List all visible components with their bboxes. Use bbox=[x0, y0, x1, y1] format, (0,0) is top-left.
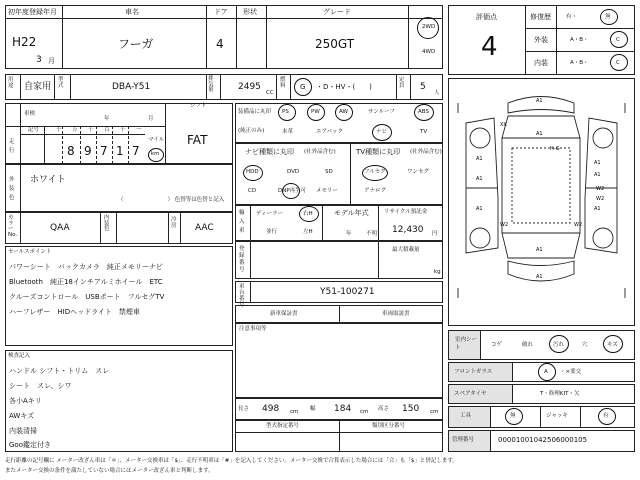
mileage-label: 走行 bbox=[9, 139, 15, 154]
mark-center: H-G bbox=[550, 146, 560, 152]
navi-dvd: DVD bbox=[287, 169, 300, 175]
model-year-unit: 年 bbox=[346, 231, 352, 237]
car-name: フーガ bbox=[118, 37, 154, 51]
mark-left: A1 bbox=[476, 206, 483, 212]
navi-memory: メモリー bbox=[316, 188, 339, 194]
shift-label: シフト bbox=[190, 103, 207, 109]
tools-label: 工具 bbox=[460, 413, 472, 419]
height-value: 150 bbox=[402, 404, 420, 414]
exterior-color-block bbox=[5, 164, 233, 212]
place-header: 千 bbox=[88, 127, 94, 133]
equipment-label: 装備品に丸印 bbox=[238, 109, 272, 115]
usage-value: 自家用 bbox=[24, 82, 52, 92]
place-header: 万 bbox=[72, 127, 78, 133]
max-load-label: 最大積載量 bbox=[392, 247, 420, 253]
length-unit: cm bbox=[290, 409, 299, 415]
registration-label: 登録番号 bbox=[239, 246, 245, 273]
chassis-label: 車台番号 bbox=[239, 284, 245, 308]
mark-bottom: A1 bbox=[536, 274, 543, 280]
grade-label: グレード bbox=[323, 8, 351, 16]
usage-label: 用途 bbox=[8, 77, 14, 89]
first-registration-month: 3 bbox=[36, 55, 42, 65]
interior-grade-label: 内装 bbox=[534, 59, 548, 67]
first-registration-label: 初年度登録年月 bbox=[8, 8, 57, 16]
interior-grade-options: A・B・ bbox=[570, 60, 589, 66]
tv-analog: アナログ bbox=[364, 188, 387, 194]
repair-history-label: 修復歴 bbox=[530, 13, 551, 21]
mark-right: A1 bbox=[594, 172, 601, 178]
mark-bottom: A1 bbox=[536, 247, 543, 253]
color-no-label: カラーNo. bbox=[8, 215, 18, 238]
warranty-label: 新車保証書 bbox=[270, 311, 298, 317]
capacity-label: 定員 bbox=[399, 77, 405, 89]
doors-value: 4 bbox=[216, 37, 224, 51]
equip-tv: TV bbox=[420, 129, 428, 135]
km-unit: km bbox=[151, 151, 160, 157]
mileage-digit: 7 bbox=[132, 144, 140, 158]
repair-options: 有・ bbox=[566, 14, 578, 20]
first-registration-year: H22 bbox=[12, 35, 37, 49]
inspector-note-line: ハンドル シフト・トリム スレ bbox=[9, 367, 110, 375]
chassis-value: Y51-100271 bbox=[320, 287, 375, 297]
notes-label: 注意事項等 bbox=[239, 326, 267, 332]
navi-dnp: DNP再生可 bbox=[278, 188, 307, 194]
seat-tear: 破れ bbox=[522, 342, 534, 348]
car-body-diagram bbox=[448, 78, 635, 326]
place-header: 一 bbox=[136, 127, 142, 133]
interior-color-label: 内装色 bbox=[104, 215, 110, 232]
persons-unit: 人 bbox=[434, 90, 440, 96]
inspector-note-line: 各小Aキリ bbox=[9, 397, 42, 405]
recycle-label: リサイクル預託金 bbox=[384, 209, 428, 215]
inspection-month-unit: 月 bbox=[148, 116, 154, 122]
equip-aw: AW bbox=[339, 109, 348, 115]
place-header: 十 bbox=[120, 127, 126, 133]
inspector-note-line: Goo鑑定付き bbox=[9, 441, 51, 449]
inspector-note-line: AWキズ bbox=[9, 412, 35, 420]
height-label: 高さ bbox=[378, 406, 390, 412]
yen-unit: 円 bbox=[432, 231, 438, 237]
ac-label: 冷房 bbox=[171, 217, 177, 229]
class-no-label: 類別区分番号 bbox=[372, 423, 406, 429]
tools-value: 無 bbox=[510, 413, 516, 419]
inspector-note-line: 内装清掃 bbox=[9, 427, 37, 435]
spare-options: T・修理KIT・欠 bbox=[540, 391, 580, 397]
seat-stain: 汚れ bbox=[553, 342, 565, 348]
kg-unit: kg bbox=[434, 269, 441, 275]
tv-sub: (社外品含む) bbox=[410, 149, 442, 155]
place-header: 百 bbox=[104, 127, 110, 133]
ac-value: AAC bbox=[195, 223, 214, 233]
type-no-label: 型式指定番号 bbox=[266, 423, 300, 429]
car-name-label: 車名 bbox=[125, 8, 139, 16]
navi-label: ナビ種類に丸印 bbox=[245, 148, 294, 156]
inspection-label: 車検 bbox=[24, 111, 36, 117]
mileage-digit: 9 bbox=[84, 144, 92, 158]
mileage-digit: 8 bbox=[67, 144, 75, 158]
manual-label: 車両取説書 bbox=[382, 311, 410, 317]
sales-point-line: ハーフレザー HIDヘッドライト 禁煙車 bbox=[9, 308, 140, 316]
sales-point-line: パワーシート バックカメラ 純正メモリーナビ bbox=[9, 263, 163, 271]
navi-sd: SD bbox=[325, 169, 333, 175]
mark-right: W2 bbox=[574, 222, 583, 228]
tv-fullseg: フルセグ bbox=[364, 169, 386, 175]
spare-label: スペアタイヤ bbox=[454, 391, 487, 397]
equip-leather: 本革 bbox=[282, 129, 294, 135]
doors-label: ドア bbox=[214, 8, 228, 16]
model-year-label: モデル年式 bbox=[334, 209, 369, 217]
management-label: 管理番号 bbox=[452, 437, 475, 443]
equip-sunroof: サンルーフ bbox=[368, 109, 395, 115]
jack-label: ジャッキ bbox=[546, 413, 568, 419]
recycle-value: 12,430 bbox=[392, 225, 424, 235]
import-left-h: 左H bbox=[303, 229, 313, 235]
drive-2wd: 2WD bbox=[422, 24, 436, 30]
sales-point-line: Bluetooth 純正18インチアルミホイール ETC bbox=[9, 278, 163, 286]
color-no-value: QAA bbox=[50, 223, 70, 233]
footer-note-2: またメーター交換の条件を満たしていない場合にはメーター改ざん車と判断します。 bbox=[5, 468, 214, 474]
repair-none: 無 bbox=[605, 14, 611, 20]
mark-right: A1 bbox=[594, 160, 601, 166]
month-unit: 月 bbox=[48, 57, 55, 65]
length-label: 長さ bbox=[238, 406, 250, 412]
cc-unit: CC bbox=[266, 90, 274, 96]
import-right-h: 右H bbox=[303, 211, 313, 217]
displacement-label: 排気量 bbox=[208, 76, 214, 93]
mark-right: W2 bbox=[596, 196, 605, 202]
mark-right: A1 bbox=[594, 206, 601, 212]
equip-airbag: エアバック bbox=[316, 129, 344, 135]
mile-unit: マイル bbox=[148, 137, 165, 143]
model-year-value: 不明 bbox=[366, 231, 378, 237]
mileage-digit: 7 bbox=[100, 144, 108, 158]
mark-top-hood: A1 bbox=[536, 131, 543, 137]
height-unit: cm bbox=[430, 409, 439, 415]
management-number: 0000100104250600010​5 bbox=[498, 436, 588, 444]
fuel-options: ・D・HV・( ) bbox=[316, 83, 372, 91]
sales-point-line: クルーズコントロール USBポート フルセグTV bbox=[9, 293, 165, 301]
seat-label: 室内シート bbox=[455, 337, 478, 351]
score-label: 評価点 bbox=[476, 13, 497, 21]
capacity-value: 5 bbox=[420, 82, 426, 92]
tv-oneseg: ワンセグ bbox=[407, 169, 430, 175]
model-value: DBA-Y51 bbox=[112, 82, 151, 92]
navi-sub: (社外品含む) bbox=[304, 149, 336, 155]
exterior-color-label: 外装色 bbox=[9, 177, 15, 201]
inspection-year-unit: 年 bbox=[104, 116, 110, 122]
place-header: 記号 bbox=[28, 127, 40, 133]
width-unit: cm bbox=[360, 409, 369, 415]
exterior-grade-label: 外装 bbox=[534, 36, 548, 44]
seat-scratch: キズ bbox=[607, 342, 618, 348]
mileage-digit: 1 bbox=[116, 144, 124, 158]
equip-ps: PS bbox=[282, 109, 289, 115]
shift-value: FAT bbox=[187, 133, 208, 147]
mark-left: W2 bbox=[500, 222, 509, 228]
exterior-color-value: ホワイト bbox=[30, 175, 66, 185]
displacement-value: 2495 bbox=[238, 82, 261, 92]
notes-block bbox=[235, 323, 443, 398]
navi-hdd: HDD bbox=[246, 169, 259, 175]
width-label: 幅 bbox=[310, 406, 316, 412]
jack-value: 有 bbox=[603, 413, 609, 419]
exterior-grade-value: C bbox=[616, 37, 620, 43]
exterior-grade-options: A・B・ bbox=[570, 37, 589, 43]
seat-hole: 穴 bbox=[582, 342, 588, 348]
shape-label: 形状 bbox=[243, 8, 257, 16]
mark-left: A1 bbox=[476, 156, 483, 162]
length-value: 498 bbox=[262, 404, 280, 414]
fuel-g: G bbox=[300, 83, 306, 91]
import-dealer: ディーラー bbox=[256, 211, 284, 217]
inspector-notes-label: 検査記入 bbox=[8, 353, 31, 359]
mark-left: A1 bbox=[476, 176, 483, 182]
glass-a: A bbox=[544, 369, 548, 375]
mark-left: XX bbox=[500, 122, 507, 128]
width-value: 184 bbox=[334, 404, 352, 414]
equip-pw: PW bbox=[311, 109, 320, 115]
fuel-label: 燃料 bbox=[280, 77, 286, 89]
tv-label: TV種類に丸印 bbox=[356, 148, 401, 156]
place-header: 十 bbox=[56, 127, 62, 133]
seat-burn: コゲ bbox=[491, 342, 503, 348]
glass-label: フロントガラス bbox=[454, 369, 493, 375]
grade-value: 250GT bbox=[315, 37, 355, 51]
model-label: 型式 bbox=[58, 77, 64, 89]
import-label: 輸入車 bbox=[239, 210, 245, 234]
drive-4wd: 4WD bbox=[422, 49, 436, 55]
equipment-sub: (純正のみ) bbox=[238, 128, 265, 134]
score-value: 4 bbox=[481, 32, 498, 62]
import-parallel: 並行 bbox=[266, 229, 278, 235]
glass-options: ・×要交 bbox=[560, 369, 582, 375]
exterior-color-note: （ ） 色替等は色替と記入 bbox=[118, 197, 225, 203]
navi-cd: CD bbox=[248, 188, 257, 194]
equip-navi: ナビ bbox=[376, 129, 388, 135]
interior-grade-value: C bbox=[616, 60, 620, 66]
equip-abs: ABS bbox=[418, 109, 429, 115]
mark-top-front: A1 bbox=[536, 98, 543, 104]
inspector-note-line: シート スレ、シワ bbox=[9, 382, 72, 390]
sales-points-label: セールスポイント bbox=[8, 249, 52, 255]
footer-note-1: 走行距離の記号欄に メーター改ざん車は「＊」、メーター交換車は「$」、走行不明車は「#」を記入してください。メーター交換で合算表示した場合には「合」も「$」と併記します。 bbox=[5, 458, 458, 464]
mark-right: W2 bbox=[596, 186, 605, 192]
